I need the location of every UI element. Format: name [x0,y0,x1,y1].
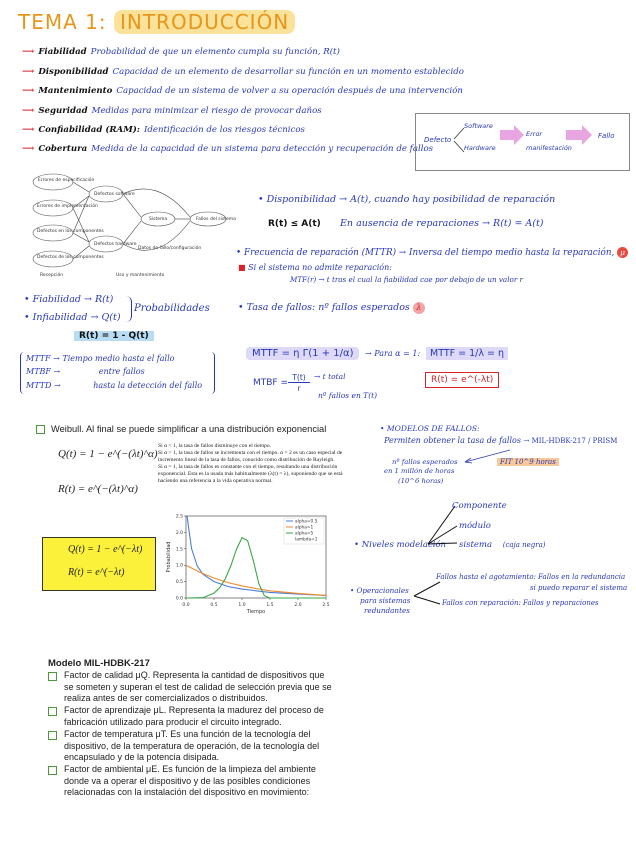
frecuencia-line: • Frecuencia de reparación (MTTR) → Inversa del tiempo medio hasta la reparación, μ [236,247,628,258]
mil-item: Factor de temperatura μT. Es una función de la tecnología del dispositivo, de la temperatura de operación, de la tecnología del encapsulado y de la potencia disipada. [48,729,333,764]
x-tick-label: 0.0 [182,603,190,608]
weibull-q: Q(t) = 1 − e^(−(λt)^α) [58,448,158,460]
y-tick-label: 2.5 [175,514,183,520]
diagram-left-box: Defectos en los componentes [37,229,104,234]
flow-fallo: Fallo [598,132,615,140]
operacionales-a1: Fallos hasta el agotamiento: Fallos en la redundancia [436,573,626,581]
definition-row: ⟶ Fiabilidad Probabilidad de que un elemento cumpla su función, R(t) [22,47,340,57]
brace-left [20,352,25,394]
frecuencia-mtf: MTF(r) → t tras el cual la fiabilidad cae por debajo de un valor r [290,275,523,284]
modelos-en: en 1 millón de horas [384,467,455,475]
tasa-fallos: • Tasa de fallos: nº fallos esperados λ [238,302,425,314]
flow-hardware: Hardware [464,144,496,152]
y-axis-label: Probabilidad [166,541,172,573]
rt-boxed: R(t) = e^(-λt) [425,372,499,388]
definition-row: ⟶ Cobertura Medida de la capacidad de un sistema para detección y recuperación de fallos [22,144,434,154]
nivel-sistema: sistema (caja negra) [459,540,546,550]
x-tick-label: 2.5 [322,603,330,608]
mttd-item: MTTD → hasta la detección del fallo [26,381,203,390]
diagram-sistema: Sistema [149,217,168,222]
checkbox-icon [36,425,45,434]
checkbox-icon [48,766,57,775]
mil-item: Factor de calidad μQ. Representa la cantidad de dispositivos que se someten y superan el test de calidad de selección previa que se realiza antes de ser comercializados o distribuidos. [48,670,333,705]
fiabilidad-line: • Fiabilidad → R(t) [24,294,114,305]
diagram-left-box: Errores de especificación [38,178,95,183]
diagram-label-bottom-mid: Uso y mantenimiento [116,273,165,278]
probabilidades-label: Probabilidades [134,303,210,314]
brace-right [210,352,215,394]
niveles-label: • Niveles modelación [354,540,447,550]
diagram-left-box: Defectos de los componentes [37,255,104,260]
definition-row: ⟶ Confiabilidad (RAM): Identificación de los riesgos técnicos [22,125,305,135]
modelos-units: (10^6 horas) [398,477,444,485]
para-alpha: → Para α = 1: [365,349,421,358]
nivel-componente: Componente [452,501,507,511]
mtbf-label: MTBF = [253,378,289,388]
checkbox-icon [48,707,57,716]
definition-row: ⟶ Seguridad Medidas para minimizar el riesgo de provocar daños [22,106,322,116]
legend-label: lambda=1 [295,537,318,543]
definition-row: ⟶ Mantenimiento Capacidad de un sistema de volver a su operación después de una intervención [22,86,463,96]
y-tick-label: 1.0 [175,563,183,569]
mttf-formula: MTTF = η Γ(1 + 1/α) [246,347,359,360]
disponibilidad-line: • Disponibilidad → A(t), cuando hay posibilidad de reparación [258,194,556,205]
disponibilidad-ineq: R(t) ≤ A(t) [268,219,321,229]
diagram-label-datos: Datos de fallo/configuración [138,246,202,251]
t-total: → t total [314,372,346,381]
mil-heading: Modelo MIL-HDBK-217 [48,658,150,669]
mtbf-num: T(t) [288,373,310,383]
modelos-heading: • MODELOS DE FALLOS: [380,424,480,433]
yellow-r: R(t) = e^(−λt) [68,567,125,578]
yellow-box [42,537,156,591]
flow-arrow-icon [566,125,592,145]
diagram-fallos: Fallos del sistema [196,217,236,222]
legend-label: alpha=0.5 [295,519,318,525]
legend-label: alpha=5 [295,531,314,537]
yellow-q: Q(t) = 1 − e^(−λt) [68,544,143,555]
diagram-label-bottom-left: Recepción [40,273,64,278]
flow-manifestacion: manifestación [526,144,572,152]
flow-box [415,113,630,171]
operacionales-a2: si puedo reparar el sistema [530,584,628,592]
tema-label: TEMA 1: [18,10,107,34]
flow-arrow [454,141,464,152]
infiabilidad-line: • Infiabilidad → Q(t) [24,312,121,323]
mttf-formula-2: MTTF = 1/λ = η [426,347,508,360]
r-q-equation: R(t) = 1 - Q(t) [74,331,154,341]
y-tick-label: 0.5 [175,580,183,586]
nivel-modulo: módulo [459,521,491,531]
legend-label: alpha=1 [295,525,314,531]
modelos-nfallos: nº fallos esperados [392,458,458,466]
operacionales-label: • Operacionales para sistemas redundantes [350,586,411,615]
flow-diagram [416,114,629,170]
y-tick-label: 1.5 [175,547,183,553]
brace [125,296,132,322]
frecuencia-sub: ■ Si el sistema no admite reparación: [238,263,392,272]
lambda-badge: λ [413,302,425,314]
titulo-highlight: INTRODUCCIÓN [114,10,295,34]
x-axis-label: Tiempo [246,609,266,615]
flow-error: Error [526,130,543,138]
diagram-mid-box: Defectos hardware [94,242,137,247]
operacionales-b: Fallos con reparación: Fallos y reparaciones [442,599,599,607]
weibull-chart [164,510,334,618]
flow-software: Software [464,122,493,130]
mil-item: Factor de ambiental μE. Es función de la limpieza del ambiente donde va a operar el dispositivo y de las posibles condiciones relacionadas con la instalación del dispositivo en movimiento: [48,764,333,799]
mttf-item: MTTF → Tiempo medio hasta el fallo [26,354,175,363]
checkbox-icon [48,731,57,740]
weibull-heading: Weibull. Al final se puede simplificar a una distribución exponencial [36,424,326,434]
mu-badge: μ [617,247,628,258]
operacionales-arrows [412,578,446,614]
disponibilidad-ausencia: En ausencia de reparaciones → R(t) = A(t) [340,218,544,229]
definition-row: ⟶ Disponibilidad Capacidad de un elemento de desarrollar su función en un momento establecido [22,67,464,77]
weibull-explain: Si α < 1, la tasa de fallos disminuye con el tiempo. Si α > 1, la tasa de fallos se incrementa con el tiempo. α = 2 es un caso especial de incremento lineal de la tasa de fallos, conocido como distribución de Rayleigh. Si α = 1, la tasa de fallos es constante con el tiempo, resultando una distribución exponencial. Esta es la usada más habitualmente (λ(t) = λ), suponiendo que se está haciendo una referencia a la vida operativa normal. [158,443,343,484]
x-tick-label: 2.0 [294,603,302,608]
n-fallos: nº fallos en T(t) [318,391,378,400]
mil-item: Factor de aprendizaje μL. Representa la madurez del proceso de fabricación utilizado para producir el circuito integrado. [48,705,333,728]
y-tick-label: 0.0 [175,596,183,602]
mtbf-item: MTBF → entre fallos [26,367,145,376]
flow-defecto: Defecto [424,136,452,144]
diagram-mid-box: Defectos software [94,192,135,197]
page-title [18,10,295,34]
modelos-line1: Permiten obtener la tasa de fallos → MIL-HDBK-217 / PRISM [384,436,618,445]
checkbox-icon [48,672,57,681]
fit-label: FIT 10^9 horas [497,458,559,466]
flow-arrow [454,128,464,139]
x-tick-label: 1.0 [238,603,246,608]
fault-tree-diagram [28,172,238,280]
y-tick-label: 2.0 [175,530,183,536]
diagram-left-box: Errores de implementación [37,204,98,209]
flow-arrow-icon [500,125,524,145]
x-tick-label: 1.5 [266,603,274,608]
x-tick-label: 0.5 [210,603,218,608]
mtbf-den: r [297,384,301,393]
weibull-r: R(t) = e^(−(λt)^α) [58,483,138,495]
